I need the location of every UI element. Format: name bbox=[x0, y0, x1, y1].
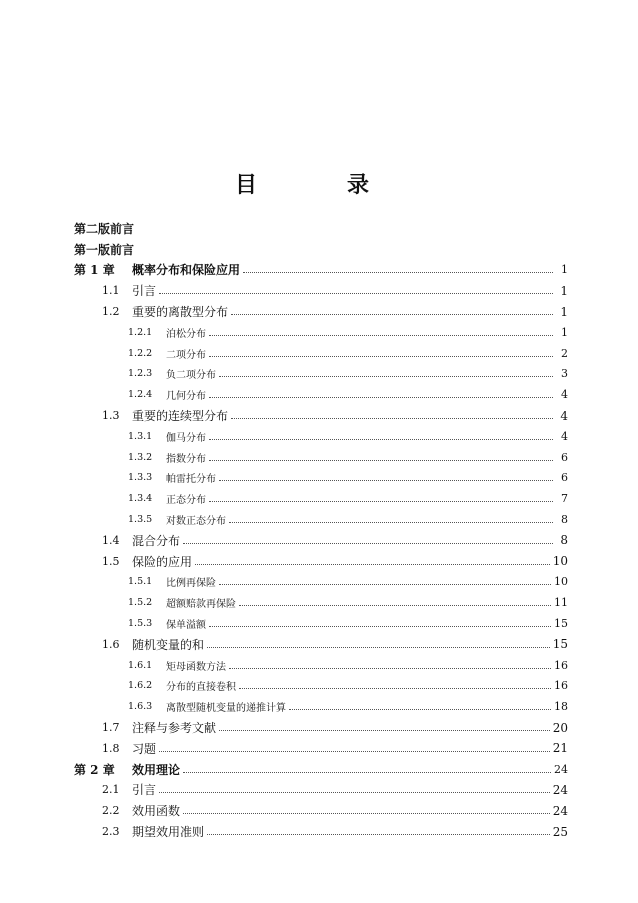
dot-leader bbox=[209, 356, 553, 357]
toc-entry-row[interactable] bbox=[74, 780, 568, 801]
toc-entry-title: 重要的连续型分布 bbox=[132, 409, 229, 424]
toc-page-number: 11 bbox=[554, 596, 568, 610]
toc-page-number: 4 bbox=[560, 408, 568, 423]
toc-page-number: 24 bbox=[552, 782, 568, 797]
dot-leader bbox=[195, 564, 550, 565]
toc-entry-row[interactable] bbox=[74, 572, 568, 593]
toc-entry-title: 重要的离散型分布 bbox=[132, 305, 229, 320]
dot-leader bbox=[229, 522, 553, 523]
toc-page-number: 25 bbox=[552, 824, 568, 839]
toc-entry-number: 1.7 bbox=[102, 721, 120, 735]
toc-entry-title: 帕雷托分布 bbox=[166, 474, 216, 486]
toc-entry-number: 1.5.2 bbox=[128, 597, 153, 609]
toc-entry-row[interactable] bbox=[74, 488, 568, 509]
toc-entry-row[interactable] bbox=[74, 364, 568, 385]
toc-entry-row[interactable] bbox=[74, 613, 568, 634]
table-of-contents bbox=[74, 218, 568, 842]
toc-entry-row[interactable] bbox=[74, 301, 568, 322]
toc-entry-row[interactable] bbox=[74, 530, 568, 551]
toc-entry-title: 随机变量的和 bbox=[132, 637, 205, 652]
toc-entry-title: 第一版前言 bbox=[74, 242, 135, 257]
toc-entry-number: 1.3.1 bbox=[128, 430, 153, 442]
toc-page-number: 8 bbox=[560, 533, 568, 548]
toc-page-number: 1 bbox=[560, 304, 568, 319]
dot-leader bbox=[209, 501, 553, 502]
toc-entry-title: 效用函数 bbox=[132, 804, 181, 819]
toc-entry-number: 第 2 章 bbox=[74, 762, 115, 777]
toc-entry-title: 离散型随机变量的递推计算 bbox=[166, 703, 286, 715]
toc-entry-title: 引言 bbox=[132, 284, 157, 299]
toc-chapter-row[interactable] bbox=[74, 759, 568, 780]
toc-entry-row[interactable] bbox=[74, 551, 568, 572]
toc-entry-row[interactable] bbox=[74, 447, 568, 468]
toc-page-number: 16 bbox=[554, 658, 568, 672]
toc-entry-number: 1.2 bbox=[102, 305, 120, 319]
toc-entry-title: 负二项分布 bbox=[166, 370, 216, 382]
dot-leader bbox=[207, 647, 550, 648]
toc-entry-title: 效用理论 bbox=[132, 762, 181, 777]
page-title: 目 录 bbox=[234, 172, 403, 198]
toc-entry-number: 1.8 bbox=[102, 741, 120, 755]
dot-leader bbox=[219, 730, 550, 731]
toc-entry-title: 习题 bbox=[132, 741, 157, 756]
toc-entry-row[interactable] bbox=[74, 509, 568, 530]
toc-entry-number: 1.3.3 bbox=[128, 472, 153, 484]
toc-entry-title: 保单溢额 bbox=[166, 620, 206, 632]
toc-page-number: 1 bbox=[561, 263, 568, 277]
toc-page-number: 20 bbox=[552, 720, 568, 735]
toc-page-number: 18 bbox=[554, 700, 568, 714]
toc-entry-number: 1.6.3 bbox=[128, 701, 153, 713]
toc-page-number: 1 bbox=[561, 325, 568, 339]
toc-entry-row[interactable] bbox=[74, 405, 568, 426]
toc-entry-number: 1.5 bbox=[102, 554, 120, 568]
toc-page-number: 24 bbox=[552, 803, 568, 818]
toc-entry-number: 1.3.2 bbox=[128, 451, 153, 463]
dot-leader bbox=[183, 543, 553, 544]
toc-entry-number: 1.3 bbox=[102, 409, 120, 423]
toc-entry-title: 指数分布 bbox=[166, 453, 206, 465]
toc-entry-title: 超额赔款再保险 bbox=[166, 599, 236, 611]
toc-entry-title: 二项分布 bbox=[166, 349, 206, 361]
toc-entry-number: 第 1 章 bbox=[74, 263, 115, 278]
toc-entry-number: 1.2.1 bbox=[128, 326, 153, 338]
toc-page-number: 16 bbox=[554, 679, 568, 693]
toc-entry-number: 1.2.2 bbox=[128, 347, 153, 359]
toc-page-number: 8 bbox=[561, 513, 568, 527]
toc-front-row[interactable] bbox=[74, 239, 568, 260]
toc-page-number: 10 bbox=[554, 575, 568, 589]
toc-entry-number: 1.1 bbox=[102, 284, 120, 298]
toc-entry-title: 矩母函数方法 bbox=[166, 661, 226, 673]
toc-page-number: 10 bbox=[552, 554, 568, 569]
toc-page-number: 7 bbox=[561, 492, 568, 506]
dot-leader bbox=[219, 376, 553, 377]
toc-entry-number: 1.5.1 bbox=[128, 576, 153, 588]
dot-leader bbox=[243, 272, 553, 273]
dot-leader bbox=[209, 626, 551, 627]
toc-entry-title: 引言 bbox=[132, 783, 157, 798]
toc-page-number: 2 bbox=[561, 346, 568, 360]
toc-entry-title: 伽马分布 bbox=[166, 432, 206, 444]
toc-entry-row[interactable] bbox=[74, 821, 568, 842]
toc-page-number: 6 bbox=[561, 471, 568, 485]
toc-entry-row[interactable] bbox=[74, 468, 568, 489]
toc-entry-title: 期望效用准则 bbox=[132, 825, 205, 839]
toc-page-number: 15 bbox=[552, 637, 568, 652]
toc-page-number: 4 bbox=[561, 429, 568, 443]
toc-entry-row[interactable] bbox=[74, 717, 568, 738]
toc-page-number: 3 bbox=[561, 367, 568, 381]
toc-entry-number: 2.2 bbox=[102, 804, 120, 818]
toc-entry-row[interactable] bbox=[74, 696, 568, 717]
dot-leader bbox=[209, 335, 553, 336]
toc-chapter-row[interactable] bbox=[74, 260, 568, 281]
dot-leader bbox=[209, 439, 553, 440]
toc-entry-number: 1.3.5 bbox=[128, 514, 153, 526]
toc-entry-title: 比例再保险 bbox=[166, 578, 216, 590]
toc-front-row[interactable] bbox=[74, 218, 568, 239]
toc-entry-title: 对数正态分布 bbox=[166, 516, 226, 528]
toc-page-number: 15 bbox=[554, 617, 568, 631]
toc-entry-title: 概率分布和保险应用 bbox=[132, 263, 241, 278]
toc-entry-row[interactable] bbox=[74, 655, 568, 676]
toc-entry-title: 泊松分布 bbox=[166, 328, 206, 340]
toc-page-number: 6 bbox=[561, 450, 568, 464]
toc-entry-number: 1.6.2 bbox=[128, 680, 153, 692]
dot-leader bbox=[159, 751, 550, 752]
toc-entry-number: 2.1 bbox=[102, 783, 120, 797]
toc-entry-number: 1.4 bbox=[102, 533, 120, 547]
dot-leader bbox=[289, 709, 551, 710]
toc-entry-title: 混合分布 bbox=[132, 533, 181, 548]
dot-leader bbox=[183, 813, 550, 814]
toc-page-number: 1 bbox=[560, 283, 568, 298]
toc-entry-number: 1.6.1 bbox=[128, 659, 153, 671]
toc-entry-title: 正态分布 bbox=[166, 495, 206, 507]
toc-entry-title: 分布的直接卷积 bbox=[166, 682, 236, 694]
toc-entry-row[interactable] bbox=[74, 384, 568, 405]
toc-entry-number: 1.5.3 bbox=[128, 618, 153, 630]
dot-leader bbox=[159, 293, 553, 294]
dot-leader bbox=[239, 605, 551, 606]
toc-entry-row[interactable] bbox=[74, 280, 568, 301]
dot-leader bbox=[239, 688, 551, 689]
toc-entry-row[interactable] bbox=[74, 738, 568, 759]
toc-entry-number: 1.3.4 bbox=[128, 493, 153, 505]
dot-leader bbox=[159, 792, 550, 793]
toc-entry-row[interactable] bbox=[74, 592, 568, 613]
toc-entry-title: 注释与参考文献 bbox=[132, 721, 217, 736]
dot-leader bbox=[209, 397, 553, 398]
toc-entry-title: 几何分布 bbox=[166, 391, 206, 403]
toc-entry-title: 保险的应用 bbox=[132, 554, 193, 569]
toc-entry-title: 第二版前言 bbox=[74, 221, 135, 236]
toc-entry-row[interactable] bbox=[74, 800, 568, 821]
toc-entry-row[interactable] bbox=[74, 676, 568, 697]
toc-entry-number: 1.2.4 bbox=[128, 389, 153, 401]
toc-entry-number: 1.2.3 bbox=[128, 368, 153, 380]
dot-leader bbox=[207, 834, 550, 835]
toc-page-number: 21 bbox=[552, 741, 568, 756]
dot-leader bbox=[219, 480, 553, 481]
toc-page-number: 24 bbox=[554, 762, 568, 776]
toc-entry-row[interactable] bbox=[74, 343, 568, 364]
toc-entry-row[interactable] bbox=[74, 634, 568, 655]
toc-entry-row[interactable] bbox=[74, 322, 568, 343]
toc-entry-number: 2.3 bbox=[102, 825, 120, 838]
dot-leader bbox=[209, 460, 553, 461]
dot-leader bbox=[231, 314, 553, 315]
toc-page-number: 4 bbox=[561, 388, 568, 402]
dot-leader bbox=[231, 418, 553, 419]
dot-leader bbox=[229, 668, 551, 669]
dot-leader bbox=[183, 772, 551, 773]
toc-entry-row[interactable] bbox=[74, 426, 568, 447]
dot-leader bbox=[219, 584, 551, 585]
toc-entry-number: 1.6 bbox=[102, 637, 120, 651]
